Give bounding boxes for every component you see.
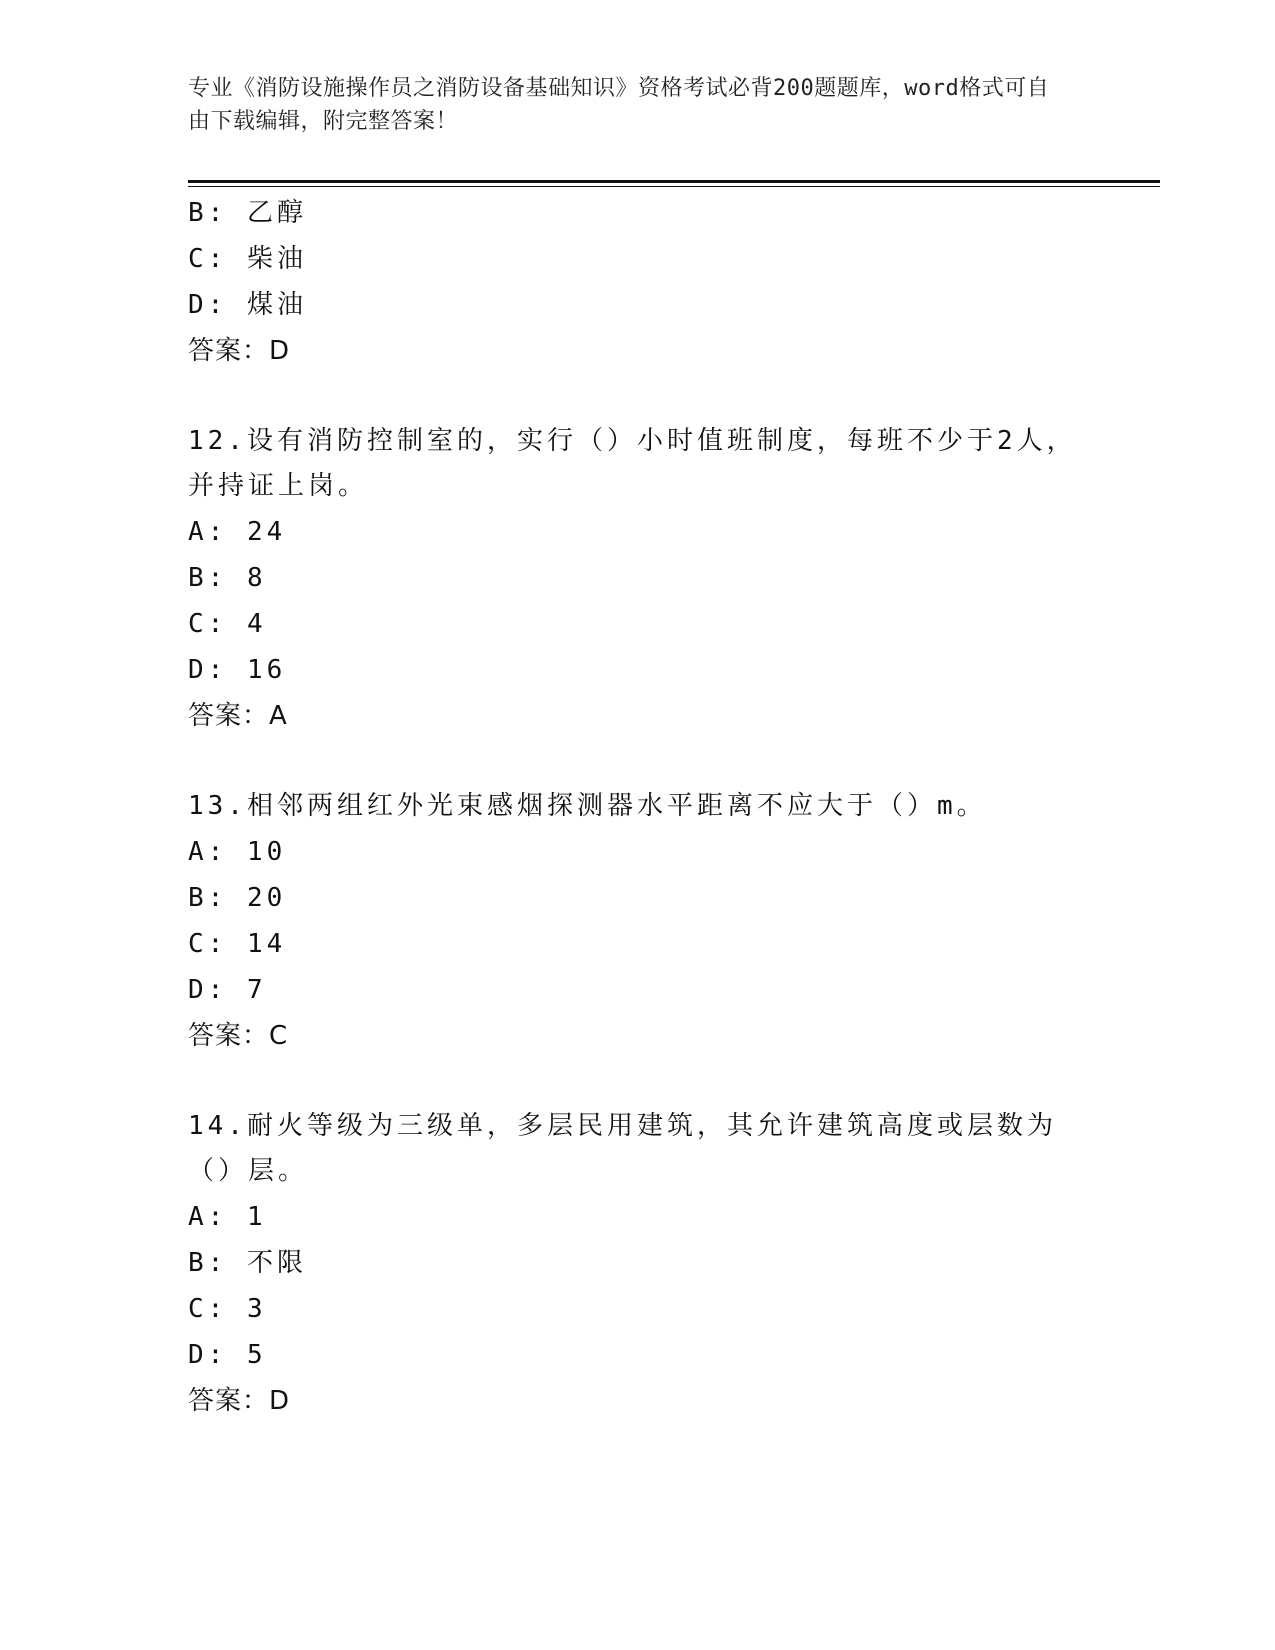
partial-question — [188, 190, 1088, 374]
header-divider-thin — [188, 186, 1160, 187]
option-a: A: 10 — [188, 837, 287, 867]
option-b: B: 20 — [188, 883, 287, 913]
option-d: D: 16 — [188, 655, 287, 685]
answer-line: 答案：A — [188, 701, 288, 731]
option-a: A: 1 — [188, 1202, 267, 1232]
option-d: D: 7 — [188, 975, 267, 1005]
option-c: C: 14 — [188, 929, 287, 959]
option-b: B: 不限 — [188, 1248, 307, 1278]
option-c: C: 4 — [188, 609, 267, 639]
option-b: B: 乙醇 — [188, 198, 307, 228]
option-c: C: 3 — [188, 1294, 267, 1324]
answer-line: 答案：D — [188, 1386, 291, 1416]
answer-line: 答案：D — [188, 336, 291, 366]
header-divider-thick — [188, 180, 1160, 183]
document-header: 专业《消防设施操作员之消防设备基础知识》资格考试必背200题题库，word格式可自由下载编辑，附完整答案！ — [188, 76, 1050, 134]
option-a: A: 24 — [188, 517, 287, 547]
question-list — [188, 190, 1088, 1424]
question-12 — [188, 419, 1088, 739]
option-c: C: 柴油 — [188, 244, 307, 274]
question-stem: 14.耐火等级为三级单，多层民用建筑，其允许建筑高度或层数为（）层。 — [188, 1111, 1057, 1186]
question-stem: 13.相邻两组红外光束感烟探测器水平距离不应大于（）m。 — [188, 791, 987, 821]
option-d: D: 煤油 — [188, 290, 307, 320]
question-13 — [188, 784, 1088, 1059]
question-stem: 12.设有消防控制室的，实行（）小时值班制度，每班不少于2人，并持证上岗。 — [188, 426, 1077, 501]
answer-line: 答案：C — [188, 1021, 289, 1051]
option-d: D: 5 — [188, 1340, 267, 1370]
question-14 — [188, 1104, 1088, 1424]
option-b: B: 8 — [188, 563, 267, 593]
